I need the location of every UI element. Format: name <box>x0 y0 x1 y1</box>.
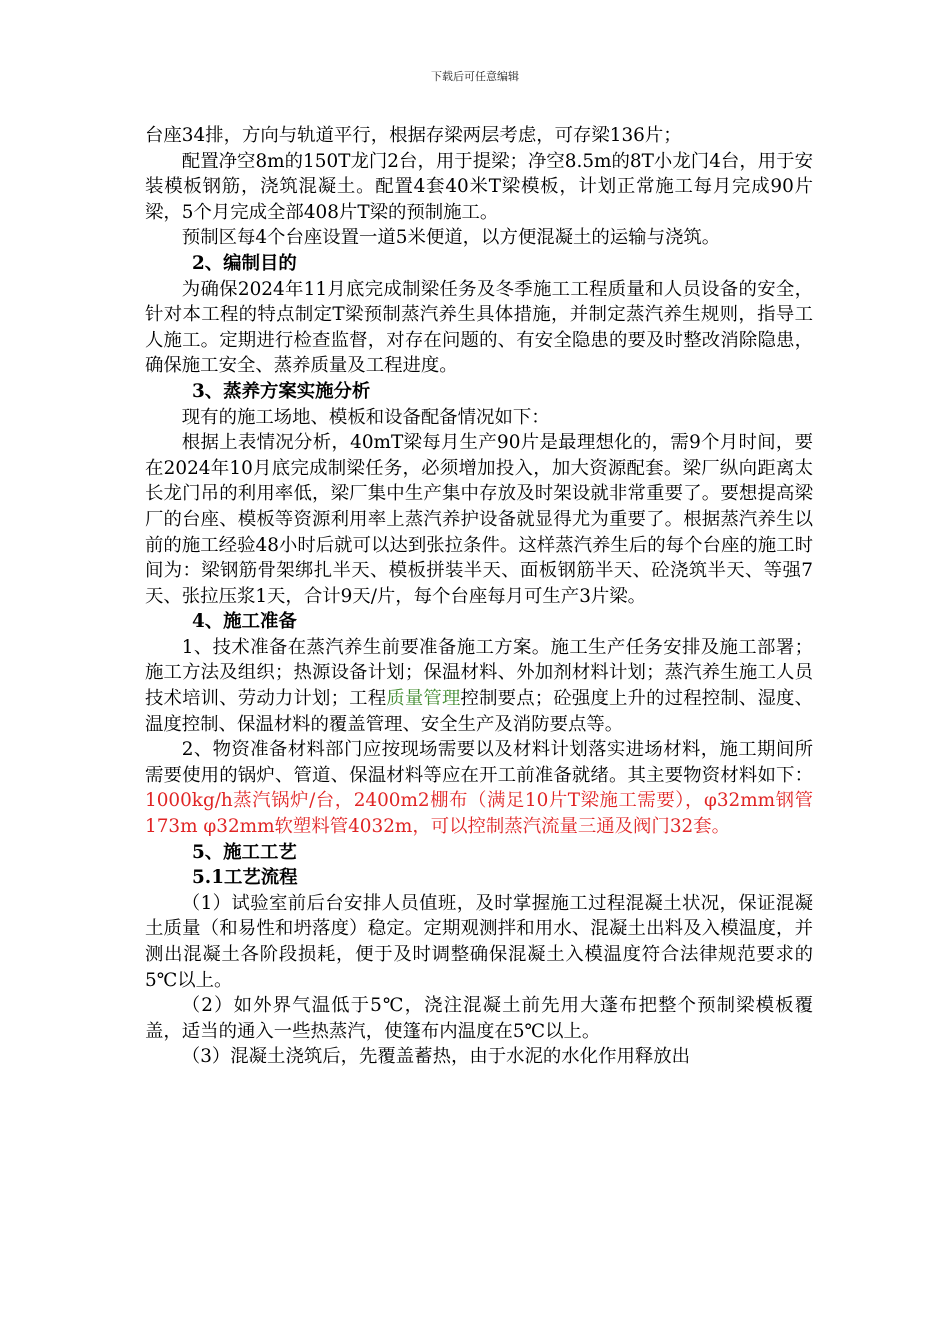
paragraph <box>145 635 813 737</box>
document-body <box>145 123 813 1070</box>
paragraph: （3）混凝土浇筑后，先覆盖蓄热，由于水泥的水化作用释放出 <box>181 1046 691 1068</box>
section-heading: 5、施工工艺 <box>192 841 297 863</box>
text-run: 2、物资准备材料部门应按现场需要以及材料计划落实进场材料，施工期间所需要使用的锅炉、管道、保温材料等应在开工前准备就绪。其主要物资材料如下： <box>145 739 813 786</box>
paragraph: 台座34排，方向与轨道平行，根据存梁两层考虑，可存梁136片； <box>145 125 682 146</box>
section-heading: 3、蒸养方案实施分析 <box>192 380 371 402</box>
section-heading: 2、编制目的 <box>192 252 297 274</box>
highlighted-link-text[interactable]: 质量管理 <box>386 688 461 710</box>
section-heading: 4、施工准备 <box>192 611 297 633</box>
paragraph: 为确保2024年11月底完成制梁任务及冬季施工工程质量和人员设备的安全，针对本工程的特点制定T梁预制蒸汽养生具体措施，并制定蒸汽养生规则，指导工人施工。定期进行检查监督，对存在问题的、有安全隐患的要及时整改消除隐患，确保施工安全、蒸养质量及工程进度。 <box>145 278 813 377</box>
paragraph: 根据上表情况分析，40mT梁每月生产90片是最理想化的，需9个月时间，要在2024年10月底完成制梁任务，必须增加投入，加大资源配套。梁厂纵向距离太长龙门吊的利用率低，梁厂集中生产集中存放及时架设就非常重要了。要想提高梁厂的台座、模板等资源利用率上蒸汽养护设备就显得尤为重要了。根据蒸汽养生以前的施工经验48小时后就可以达到张拉条件。这样蒸汽养生后的每个台座的施工时间为：梁钢筋骨架绑扎半天、模板拼装半天、面板钢筋半天、砼浇筑半天、等强7天、张拉压浆1天，合计9天/片，每个台座每月可生产3片梁。 <box>145 432 813 607</box>
subsection-heading: 5.1工艺流程 <box>192 867 298 889</box>
text-run: 控制要点；砼强度上升的过程控制、湿度、温度控制、保温材料的覆盖管理、安全生产及消防要点等。 <box>145 688 813 735</box>
paragraph: （1）试验室前后台安排人员值班，及时掌握施工过程混凝土状况，保证混凝土质量（和易性和坍落度）稳定。定期观测拌和用水、混凝土出料及入模温度，并测出混凝土各阶段损耗，便于及时调整确保混凝土入模温度符合法律规范要求的5℃以上。 <box>145 892 813 991</box>
paragraph: （2）如外界气温低于5℃，浇注混凝土前先用大蓬布把整个预制梁模板覆盖，适当的通入一些热蒸汽，使篷布内温度在5℃以上。 <box>145 995 813 1042</box>
highlighted-materials-text: 1000kg/h蒸汽锅炉/台，2400m2棚布（满足10片T梁施工需要），φ32mm钢管173m φ32mm软塑料管4032m，可以控制蒸汽流量三通及阀门32套。 <box>145 790 813 838</box>
paragraph: 配置净空8m的150T龙门2台，用于提梁；净空8.5m的8T小龙门4台，用于安装模板钢筋，浇筑混凝土。配置4套40米T梁模板，计划正常施工每月完成90片梁，5个月完成全部408片T梁的预制施工。 <box>145 150 813 223</box>
paragraph <box>145 737 813 839</box>
page-header: 下载后可任意编辑 <box>431 70 519 83</box>
text-run: 1、技术准备在蒸汽养生前要准备施工方案。施工生产任务安排及施工部署；施工方法及组织；热源设备计划；保温材料、外加剂材料计划；蒸汽养生施工人员技术培训、劳动力计划；工程 <box>145 636 813 710</box>
paragraph: 预制区每4个台座设置一道5米便道，以方便混凝土的运输与浇筑。 <box>181 227 721 249</box>
paragraph: 现有的施工场地、模板和设备配备情况如下： <box>181 406 550 428</box>
